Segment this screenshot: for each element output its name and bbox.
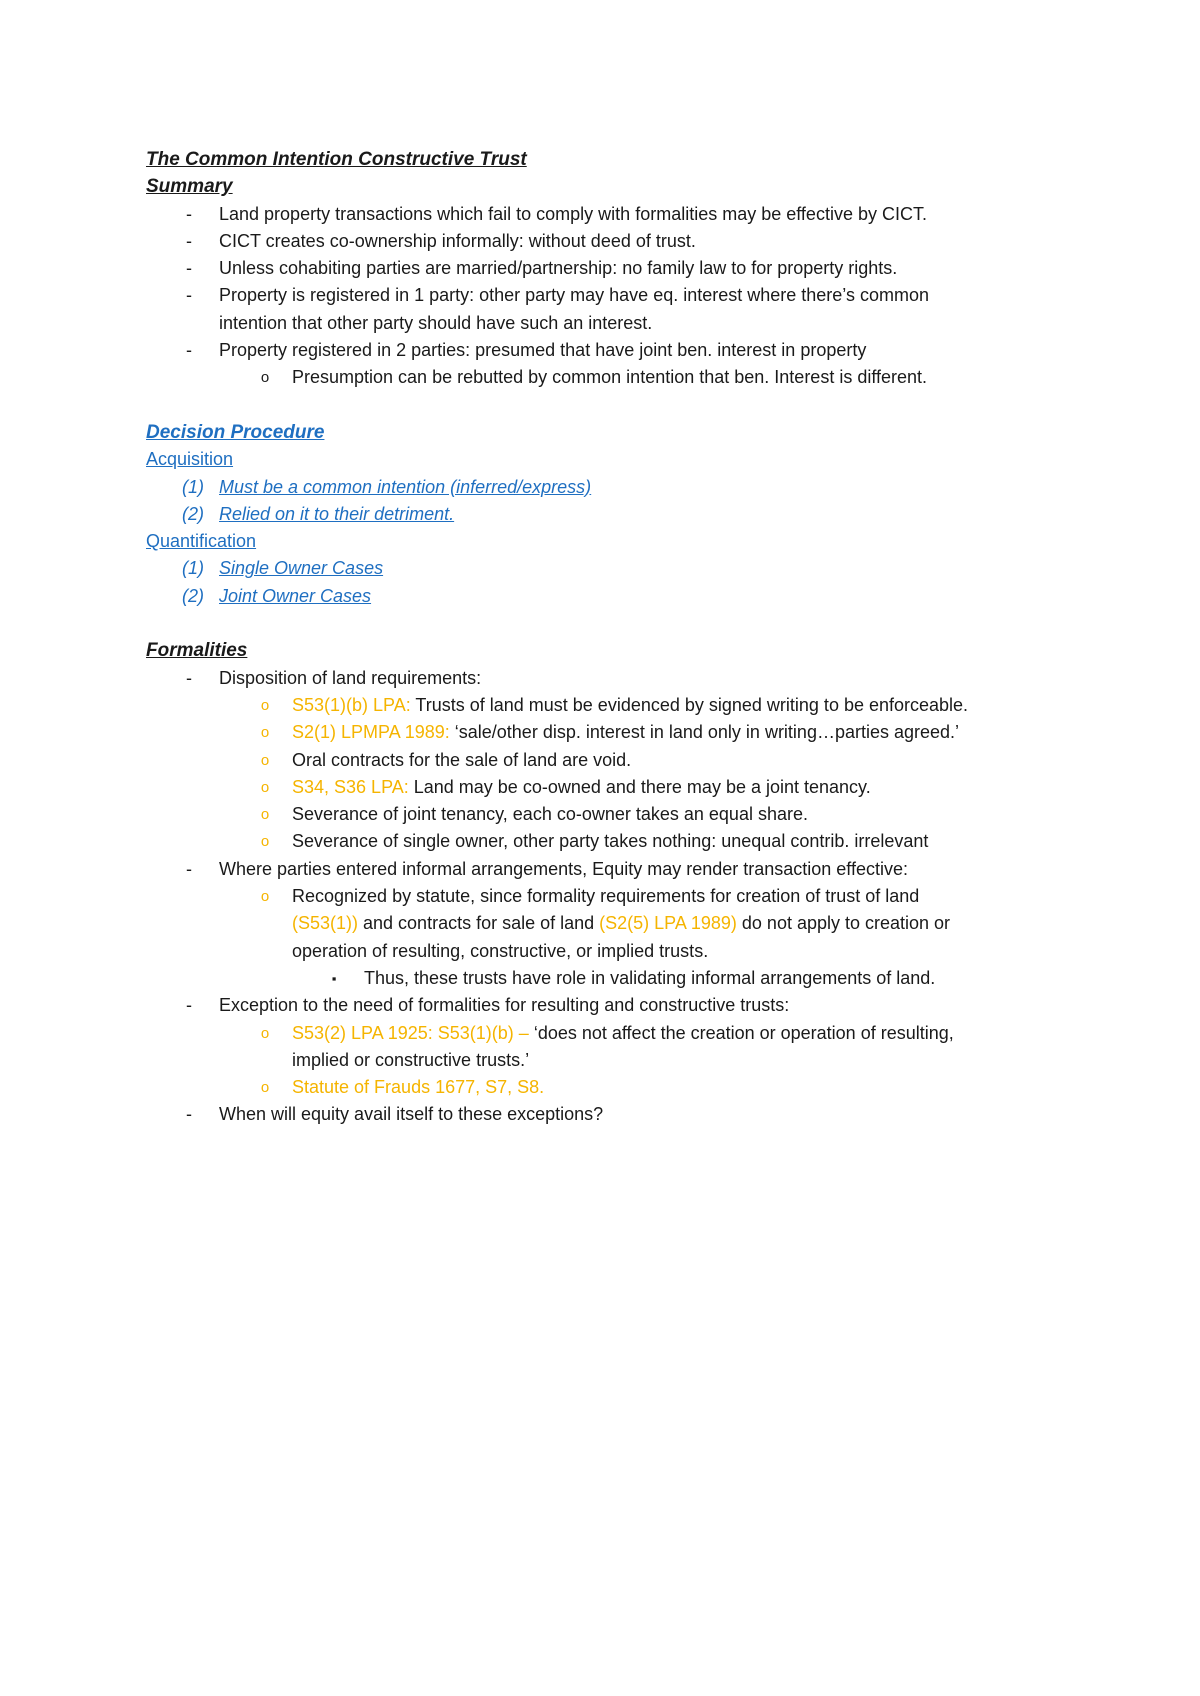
bullet-circle: o	[260, 833, 270, 851]
sub-list-item: o Presumption can be rebutted by common intention that ben. Interest is different.	[146, 364, 1076, 391]
sub-list-item: o S2(1) LPMPA 1989: ‘sale/other disp. interest in land only in writing…parties agreed.’	[146, 719, 1076, 746]
sub-list-item	[146, 1074, 1076, 1101]
bullet-circle: o	[260, 696, 270, 714]
sub-list-item: o S53(1)(b) LPA: Trusts of land must be evidenced by signed writing to be enforceable.	[146, 692, 1076, 719]
statute-ref: S2(1) LPMPA 1989:	[292, 722, 450, 743]
bullet-dash: -	[186, 667, 192, 688]
sub-list-item: o Severance of single owner, other party takes nothing: unequal contrib. irrelevant	[146, 828, 1076, 855]
list-item: - Property registered in 2 parties: presumed that have joint ben. interest in property	[146, 337, 1076, 364]
sub-list-item: o S53(2) LPA 1925: S53(1)(b) – ‘does not affect the creation or operation of resulting,	[146, 1020, 1076, 1047]
list-item	[146, 474, 1076, 501]
bullet-dash: -	[186, 258, 192, 279]
decision-heading[interactable]: Decision Procedure	[146, 421, 325, 443]
quantification-link-item[interactable]: Single Owner Cases	[219, 558, 384, 579]
bullet-circle: o	[260, 806, 270, 824]
list-item-continuation: intention that other party should have such an interest.	[219, 312, 653, 333]
statute-ref: (S2(5) LPA 1989)	[599, 913, 737, 934]
page-title: The Common Intention Constructive Trust	[146, 149, 527, 170]
list-item: - Disposition of land requirements:	[146, 665, 1076, 692]
item-number: (2)	[182, 503, 204, 524]
sub-list-item-continuation: implied or constructive trusts.’	[292, 1049, 530, 1070]
bullet-dash: -	[186, 995, 192, 1016]
statute-ref: S53(2) LPA 1925: S53(1)(b) –	[292, 1022, 529, 1043]
list-item: - CICT creates co-ownership informally: without deed of trust.	[146, 228, 1076, 255]
quantification-link[interactable]: Quantification	[146, 531, 257, 552]
spacer	[146, 610, 1076, 637]
sub-sub-list-item: ▪ Thus, these trusts have role in validating informal arrangements of land.	[146, 965, 1076, 992]
summary-heading: Summary	[146, 176, 233, 198]
list-item: - Unless cohabiting parties are married/partnership: no family law to for property rights.	[146, 255, 1076, 282]
statute-ref: Statute of Frauds 1677, S7, S8.	[292, 1077, 545, 1098]
acquisition-link[interactable]: Acquisition	[146, 449, 234, 470]
item-number: (2)	[182, 585, 204, 606]
bullet-dash: -	[186, 285, 192, 306]
statute-ref: S53(1)(b) LPA:	[292, 694, 411, 715]
bullet-circle: o	[260, 1079, 270, 1097]
bullet-circle: o	[260, 369, 270, 387]
list-item: - When will equity avail itself to these exceptions?	[146, 1101, 1076, 1128]
bullet-dash: -	[186, 230, 192, 251]
bullet-circle: o	[260, 751, 270, 769]
item-number: (1)	[182, 476, 204, 497]
sub-list-item: o Oral contracts for the sale of land are void.	[146, 747, 1076, 774]
document-page	[146, 146, 1076, 1129]
bullet-dash: -	[186, 858, 192, 879]
quantification-link-item[interactable]: Joint Owner Cases	[219, 585, 372, 606]
list-item: - Land property transactions which fail to comply with formalities may be effective by CICT.	[146, 201, 1076, 228]
acquisition-link-item[interactable]: Must be a common intention (inferred/express)	[219, 476, 592, 497]
bullet-dash: -	[186, 203, 192, 224]
bullet-circle: o	[260, 724, 270, 742]
list-item: - Property is registered in 1 party: other party may have eq. interest where there’s common	[146, 282, 1076, 309]
statute-ref: S34, S36 LPA:	[292, 776, 409, 797]
bullet-square: ▪	[331, 970, 337, 986]
sub-list-item-continuation: operation of resulting, constructive, or implied trusts.	[292, 940, 709, 961]
item-number: (1)	[182, 558, 204, 579]
statute-ref: (S53(1))	[292, 913, 359, 934]
list-item: - Where parties entered informal arrangements, Equity may render transaction effective:	[146, 856, 1076, 883]
bullet-dash: -	[186, 340, 192, 361]
list-item: - Exception to the need of formalities for resulting and constructive trusts:	[146, 992, 1076, 1019]
list-item	[146, 501, 1076, 528]
spacer	[146, 392, 1076, 419]
formalities-heading: Formalities	[146, 640, 248, 662]
sub-list-item: o Recognized by statute, since formality requirements for creation of trust of land	[146, 883, 1076, 910]
list-item	[146, 555, 1076, 582]
bullet-circle: o	[260, 888, 270, 906]
list-item	[146, 583, 1076, 610]
sub-list-item: o S34, S36 LPA: Land may be co-owned and there may be a joint tenancy.	[146, 774, 1076, 801]
sub-list-item-continuation: (S53(1)) and contracts for sale of land (S2(5) LPA 1989) do not apply to creation or	[292, 913, 951, 934]
sub-list-item: o Severance of joint tenancy, each co-owner takes an equal share.	[146, 801, 1076, 828]
acquisition-link-item[interactable]: Relied on it to their detriment.	[219, 503, 455, 524]
bullet-circle: o	[260, 778, 270, 796]
bullet-circle: o	[260, 1024, 270, 1042]
bullet-dash: -	[186, 1104, 192, 1125]
